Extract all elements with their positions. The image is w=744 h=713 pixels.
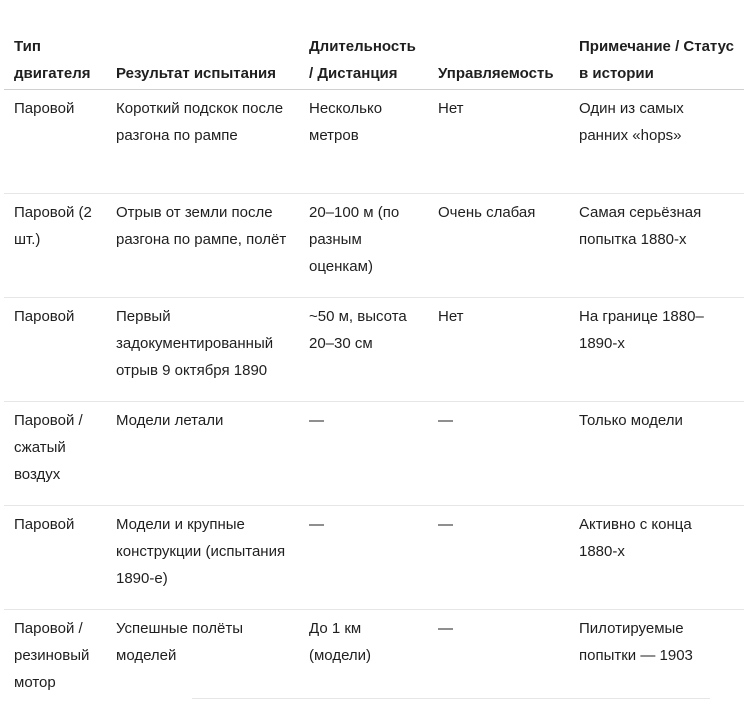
cell-engine-type: Паровой [4, 298, 106, 402]
cell-controllability: Нет [428, 90, 569, 194]
cell-controllability: — [428, 402, 569, 506]
header-engine-type: Тип двигателя [4, 0, 106, 90]
table-row [4, 402, 744, 506]
cell-test-result: Первый задокументированный отрыв 9 октября 1890 [106, 298, 299, 402]
cell-duration-distance: ~50 м, высота 20–30 см [299, 298, 428, 402]
engine-tests-table [4, 0, 744, 713]
cell-note-status: На границе 1880–1890-х [569, 298, 744, 402]
cell-duration-distance: До 1 км (модели) [299, 610, 428, 713]
table-row [4, 194, 744, 298]
cell-test-result: Модели летали [106, 402, 299, 506]
cell-engine-type: Паровой [4, 506, 106, 610]
cell-controllability: — [428, 506, 569, 610]
table-header [4, 0, 744, 90]
header-test-result: Результат испытания [106, 0, 299, 90]
table-row [4, 298, 744, 402]
cell-controllability: — [428, 610, 569, 713]
cell-duration-distance: 20–100 м (по разным оценкам) [299, 194, 428, 298]
cell-note-status: Активно с конца 1880-х [569, 506, 744, 610]
cell-test-result: Отрыв от земли после разгона по рампе, полёт [106, 194, 299, 298]
cell-note-status: Пилотируемые попытки — 1903 [569, 610, 744, 713]
table-row [4, 506, 744, 610]
table-body [4, 90, 744, 713]
cell-controllability: Очень слабая [428, 194, 569, 298]
cell-note-status: Только модели [569, 402, 744, 506]
cell-note-status: Один из самых ранних «hops» [569, 90, 744, 194]
header-note-status: Примечание / Статус в истории [569, 0, 744, 90]
cell-duration-distance: Несколько метров [299, 90, 428, 194]
header-duration-distance: Длительность / Дистанция [299, 0, 428, 90]
cell-test-result: Модели и крупные конструкции (испытания 1890-е) [106, 506, 299, 610]
cell-engine-type: Паровой / резиновый мотор [4, 610, 106, 713]
cell-controllability: Нет [428, 298, 569, 402]
header-row [4, 0, 744, 90]
cell-test-result: Короткий подскок после разгона по рампе [106, 90, 299, 194]
cell-note-status: Самая серьёзная попытка 1880-х [569, 194, 744, 298]
cell-duration-distance: — [299, 506, 428, 610]
cell-engine-type: Паровой / сжатый воздух [4, 402, 106, 506]
cell-engine-type: Паровой [4, 90, 106, 194]
header-controllability: Управляемость [428, 0, 569, 90]
table-bottom-divider [192, 698, 710, 699]
cell-duration-distance: — [299, 402, 428, 506]
cell-engine-type: Паровой (2 шт.) [4, 194, 106, 298]
cell-test-result: Успешные полёты моделей [106, 610, 299, 713]
table-row [4, 90, 744, 194]
